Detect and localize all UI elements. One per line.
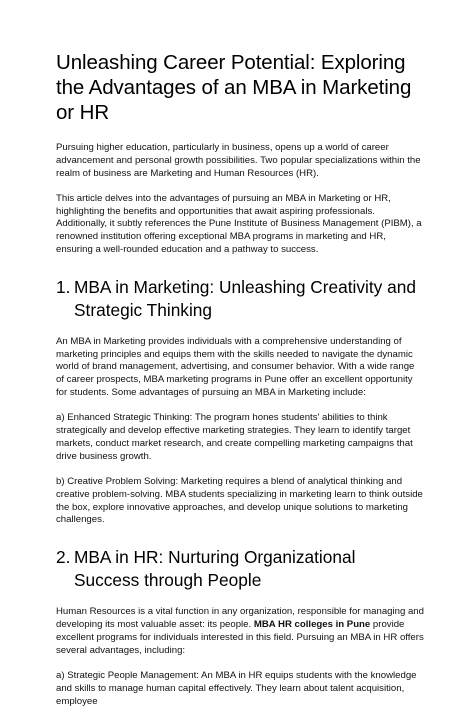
- section-heading-text: MBA in HR: Nurturing Organizational Success through People: [74, 547, 356, 591]
- hr-colleges-bold: MBA HR colleges in Pune: [253, 619, 371, 631]
- marketing-paragraph-2: a) Enhanced Strategic Thinking: The program hones students' abilities to think strategically and develop effective marketing strategies. They learn to identify target markets, conduct market research, and create compelling marketing campaigns that drive business growth.: [56, 412, 413, 462]
- hr-paragraph-2: a) Strategic People Management: An MBA in HR equips students with the knowledge and skills to manage human capital effectively. They learn about talent acquisition, employee: [56, 669, 417, 707]
- section-heading-marketing: [56, 276, 424, 322]
- section-number: 2.: [56, 547, 71, 568]
- hr-text: provide excellent programs for individuals interested in this field. Pursuing an MBA in HR offers several advantages, including:: [56, 619, 424, 656]
- hr-text: Human Resources is a vital function in any organization, responsible for managing and developing its most valuable asset: its people.: [56, 606, 424, 631]
- section-heading-hr: [56, 546, 424, 592]
- intro-paragraph-2: This article delves into the advantages of pursuing an MBA in Marketing or HR, highlighting the benefits and opportunities that await aspiring professionals. Additionally, it subtly references the Pune Institute of Business Management (PIBM), a renowned institution offering exceptional MBA programs in marketing and HR, ensuring a well-rounded education and a pathway to success.: [56, 192, 422, 256]
- marketing-paragraph-1: An MBA in Marketing provides individuals with a comprehensive understanding of marketing principles and equips them with the skills needed to navigate the dynamic world of brand management, advertising, and consumer behavior. With a wide range of career prospects, MBA marketing programs in Pune offer an excellent opportunity for students. Some advantages of pursuing an MBA in Marketing include:: [56, 335, 415, 399]
- marketing-paragraph-3: b) Creative Problem Solving: Marketing requires a blend of analytical thinking and creative problem-solving. MBA students specializing in marketing learn to think outside the box, explore innovative approaches, and develop unique solutions to marketing challenges.: [56, 476, 423, 526]
- section-number: 1.: [56, 276, 71, 297]
- hr-paragraph-1: [56, 606, 424, 657]
- document-title: Unleashing Career Potential: Exploring the Advantages of an MBA in Marketing or HR: [56, 51, 412, 124]
- section-heading-text: MBA in Marketing: Unleashing Creativity and Strategic Thinking: [74, 276, 416, 320]
- intro-paragraph-1: Pursuing higher education, particularly in business, opens up a world of career advancement and personal growth possibilities. Two popular specializations within the realm of business are Marketing and Human Resources (HR).: [56, 142, 421, 179]
